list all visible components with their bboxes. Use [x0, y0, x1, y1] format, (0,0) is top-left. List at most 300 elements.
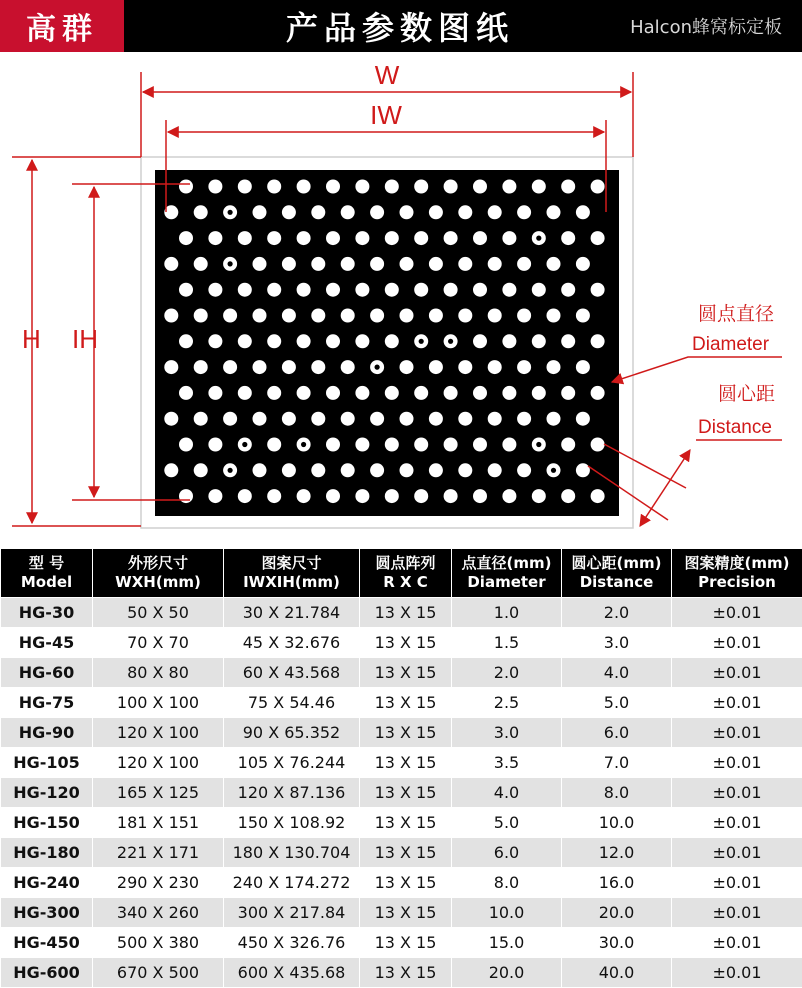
- calibration-dot: [547, 205, 561, 219]
- calibration-dot: [517, 205, 531, 219]
- marker-dot-center: [228, 261, 233, 266]
- spec-cell: 6.0: [562, 718, 672, 748]
- header-bar: [0, 0, 802, 52]
- calibration-dot: [208, 489, 222, 503]
- model-cell: HG-120: [1, 778, 93, 808]
- calibration-dot: [297, 334, 311, 348]
- spec-cell: 13 X 15: [360, 688, 452, 718]
- model-cell: HG-450: [1, 928, 93, 958]
- spec-cell: 3.0: [452, 718, 562, 748]
- spec-cell: 30 X 21.784: [224, 598, 360, 628]
- spec-cell: 40.0: [562, 958, 672, 988]
- calibration-dot: [267, 231, 281, 245]
- calibration-dot: [311, 205, 325, 219]
- calibration-dot: [208, 386, 222, 400]
- marker-dot-center: [228, 468, 233, 473]
- calibration-dot: [502, 386, 516, 400]
- calibration-dot: [355, 489, 369, 503]
- calibration-dot: [561, 283, 575, 297]
- calibration-dot: [591, 231, 605, 245]
- table-row: [1, 838, 802, 868]
- spec-cell: 10.0: [562, 808, 672, 838]
- calibration-dot: [444, 180, 458, 194]
- calibration-dot: [488, 360, 502, 374]
- model-cell: HG-60: [1, 658, 93, 688]
- calibration-dot: [164, 463, 178, 477]
- calibration-dot: [414, 438, 428, 452]
- calibration-dot: [341, 257, 355, 271]
- calibration-dot: [414, 489, 428, 503]
- calibration-dot: [267, 283, 281, 297]
- spec-cell: ±0.01: [672, 808, 802, 838]
- calibration-dot: [414, 231, 428, 245]
- spec-cell: 3.0: [562, 628, 672, 658]
- spec-cell: ±0.01: [672, 658, 802, 688]
- table-row: [1, 868, 802, 898]
- calibration-dot: [488, 309, 502, 323]
- calibration-dot: [502, 231, 516, 245]
- spec-cell: 120 X 87.136: [224, 778, 360, 808]
- calibration-dot: [385, 283, 399, 297]
- distance-label-cn: 圆心距: [718, 384, 776, 405]
- spec-cell: ±0.01: [672, 688, 802, 718]
- calibration-dot: [370, 205, 384, 219]
- calibration-dot: [458, 257, 472, 271]
- calibration-dot: [473, 438, 487, 452]
- calibration-dot: [223, 360, 237, 374]
- spec-cell: 13 X 15: [360, 598, 452, 628]
- calibration-dot: [208, 231, 222, 245]
- calibration-dot: [355, 438, 369, 452]
- calibration-dot: [473, 334, 487, 348]
- calibration-dot: [355, 334, 369, 348]
- diameter-label-en: Diameter: [692, 334, 770, 355]
- marker-dot-center: [301, 442, 306, 447]
- calibration-dot: [164, 309, 178, 323]
- marker-dot-center: [419, 339, 424, 344]
- spec-cell: 13 X 15: [360, 958, 452, 988]
- calibration-dot: [164, 257, 178, 271]
- calibration-dot: [297, 489, 311, 503]
- calibration-dot: [517, 360, 531, 374]
- spec-cell: 45 X 32.676: [224, 628, 360, 658]
- spec-cell: ±0.01: [672, 628, 802, 658]
- model-cell: HG-30: [1, 598, 93, 628]
- spec-cell: 2.0: [562, 598, 672, 628]
- diagram-svg: [0, 52, 802, 550]
- page-subtitle: Halcon蜂窝标定板: [630, 17, 782, 38]
- spec-cell: 8.0: [562, 778, 672, 808]
- spec-cell: 7.0: [562, 748, 672, 778]
- calibration-dot: [355, 283, 369, 297]
- spec-cell: 13 X 15: [360, 748, 452, 778]
- calibration-dot: [517, 463, 531, 477]
- table-row: [1, 928, 802, 958]
- col-header-pattern-size: 图案尺寸 IWXIH(mm): [224, 549, 360, 598]
- spec-cell: ±0.01: [672, 928, 802, 958]
- spec-cell: 80 X 80: [93, 658, 224, 688]
- spec-cell: 13 X 15: [360, 808, 452, 838]
- calibration-dot: [355, 231, 369, 245]
- calibration-dot: [208, 334, 222, 348]
- calibration-dot: [561, 180, 575, 194]
- calibration-board-diagram: [0, 52, 802, 550]
- calibration-dot: [326, 334, 340, 348]
- calibration-dot: [400, 309, 414, 323]
- calibration-dot: [576, 257, 590, 271]
- table-row: [1, 898, 802, 928]
- col-header-model: 型 号 Model: [1, 549, 93, 598]
- calibration-dot: [164, 412, 178, 426]
- spec-cell: 13 X 15: [360, 928, 452, 958]
- calibration-dot: [238, 180, 252, 194]
- spec-cell: 670 X 500: [93, 958, 224, 988]
- calibration-dot: [282, 205, 296, 219]
- calibration-dot: [370, 412, 384, 426]
- calibration-dot: [223, 412, 237, 426]
- spec-cell: 100 X 100: [93, 688, 224, 718]
- spec-cell: 240 X 174.272: [224, 868, 360, 898]
- table-row: [1, 808, 802, 838]
- spec-cell: 340 X 260: [93, 898, 224, 928]
- spec-table: [0, 548, 802, 988]
- calibration-dot: [429, 205, 443, 219]
- brand-logo: 高群: [0, 0, 124, 52]
- calibration-dot: [179, 180, 193, 194]
- col-header-distance: 圆心距(mm) Distance: [562, 549, 672, 598]
- marker-dot-center: [448, 339, 453, 344]
- calibration-dot: [561, 489, 575, 503]
- calibration-dot: [561, 438, 575, 452]
- table-row: [1, 628, 802, 658]
- table-row: [1, 688, 802, 718]
- calibration-dot: [532, 386, 546, 400]
- calibration-dot: [576, 309, 590, 323]
- spec-cell: 90 X 65.352: [224, 718, 360, 748]
- spec-cell: 13 X 15: [360, 838, 452, 868]
- calibration-dot: [370, 463, 384, 477]
- spec-cell: 13 X 15: [360, 658, 452, 688]
- calibration-dot: [326, 489, 340, 503]
- calibration-dot: [282, 412, 296, 426]
- calibration-dot: [341, 309, 355, 323]
- spec-cell: 165 X 125: [93, 778, 224, 808]
- calibration-dot: [444, 283, 458, 297]
- table-row: [1, 718, 802, 748]
- calibration-dot: [591, 334, 605, 348]
- spec-cell: 6.0: [452, 838, 562, 868]
- table-row: [1, 958, 802, 988]
- spec-cell: ±0.01: [672, 838, 802, 868]
- spec-cell: 50 X 50: [93, 598, 224, 628]
- spec-cell: 120 X 100: [93, 748, 224, 778]
- calibration-dot: [429, 257, 443, 271]
- spec-cell: 181 X 151: [93, 808, 224, 838]
- table-row: [1, 748, 802, 778]
- spec-cell: 20.0: [452, 958, 562, 988]
- calibration-dot: [458, 463, 472, 477]
- calibration-dot: [253, 257, 267, 271]
- calibration-dot: [282, 463, 296, 477]
- calibration-dot: [311, 412, 325, 426]
- calibration-dot: [400, 257, 414, 271]
- calibration-dot: [385, 386, 399, 400]
- calibration-dot: [194, 412, 208, 426]
- distance-label-en: Distance: [698, 417, 772, 438]
- calibration-dot: [473, 283, 487, 297]
- calibration-dot: [429, 360, 443, 374]
- calibration-dot: [502, 180, 516, 194]
- spec-cell: ±0.01: [672, 718, 802, 748]
- calibration-dot: [282, 257, 296, 271]
- calibration-dot: [370, 309, 384, 323]
- spec-cell: 4.0: [452, 778, 562, 808]
- calibration-dot: [194, 463, 208, 477]
- iw-label: IW: [370, 100, 402, 130]
- calibration-dot: [576, 360, 590, 374]
- calibration-dot: [311, 463, 325, 477]
- spec-cell: 13 X 15: [360, 898, 452, 928]
- calibration-dot: [547, 412, 561, 426]
- calibration-dot: [576, 463, 590, 477]
- calibration-dot: [194, 360, 208, 374]
- calibration-dot: [488, 205, 502, 219]
- spec-cell: 500 X 380: [93, 928, 224, 958]
- spec-cell: 2.0: [452, 658, 562, 688]
- col-header-precision: 图案精度(mm) Precision: [672, 549, 802, 598]
- marker-dot-center: [536, 442, 541, 447]
- calibration-dot: [208, 180, 222, 194]
- table-row: [1, 778, 802, 808]
- spec-cell: 13 X 15: [360, 718, 452, 748]
- spec-cell: ±0.01: [672, 868, 802, 898]
- spec-cell: 600 X 435.68: [224, 958, 360, 988]
- calibration-dot: [355, 180, 369, 194]
- calibration-dot: [164, 360, 178, 374]
- spec-cell: 1.0: [452, 598, 562, 628]
- spec-cell: 120 X 100: [93, 718, 224, 748]
- calibration-dot: [444, 489, 458, 503]
- calibration-dot: [591, 438, 605, 452]
- calibration-dot: [194, 257, 208, 271]
- calibration-dot: [297, 283, 311, 297]
- calibration-dot: [326, 438, 340, 452]
- calibration-dot: [414, 180, 428, 194]
- calibration-dot: [179, 231, 193, 245]
- calibration-dot: [547, 309, 561, 323]
- calibration-dot: [223, 309, 237, 323]
- spec-cell: 300 X 217.84: [224, 898, 360, 928]
- calibration-dot: [208, 283, 222, 297]
- calibration-dot: [561, 386, 575, 400]
- model-cell: HG-90: [1, 718, 93, 748]
- page-title: 产品参数图纸: [285, 9, 514, 47]
- spec-cell: 105 X 76.244: [224, 748, 360, 778]
- calibration-dot: [444, 386, 458, 400]
- calibration-dot: [311, 257, 325, 271]
- calibration-dot: [591, 283, 605, 297]
- spec-cell: 70 X 70: [93, 628, 224, 658]
- ih-label: IH: [72, 324, 98, 354]
- calibration-dot: [341, 360, 355, 374]
- spec-cell: 13 X 15: [360, 868, 452, 898]
- calibration-dot: [238, 386, 252, 400]
- calibration-dot: [267, 438, 281, 452]
- spec-cell: 4.0: [562, 658, 672, 688]
- calibration-dot: [238, 283, 252, 297]
- spec-cell: 5.0: [452, 808, 562, 838]
- calibration-dot: [355, 386, 369, 400]
- calibration-dot: [341, 412, 355, 426]
- calibration-dot: [488, 257, 502, 271]
- calibration-dot: [194, 309, 208, 323]
- marker-dot-center: [551, 468, 556, 473]
- spec-cell: ±0.01: [672, 598, 802, 628]
- spec-cell: ±0.01: [672, 748, 802, 778]
- calibration-dot: [400, 360, 414, 374]
- calibration-dot: [517, 309, 531, 323]
- model-cell: HG-150: [1, 808, 93, 838]
- spec-cell: 450 X 326.76: [224, 928, 360, 958]
- spec-cell: 30.0: [562, 928, 672, 958]
- spec-cell: 290 X 230: [93, 868, 224, 898]
- spec-cell: 12.0: [562, 838, 672, 868]
- marker-dot-center: [375, 365, 380, 370]
- calibration-dot: [282, 309, 296, 323]
- calibration-dot: [385, 231, 399, 245]
- calibration-dot: [253, 360, 267, 374]
- calibration-dot: [488, 412, 502, 426]
- calibration-dot: [517, 412, 531, 426]
- calibration-dot: [561, 231, 575, 245]
- spec-cell: 20.0: [562, 898, 672, 928]
- calibration-dot: [473, 386, 487, 400]
- calibration-dot: [179, 334, 193, 348]
- calibration-dot: [414, 283, 428, 297]
- marker-dot-center: [242, 442, 247, 447]
- calibration-dot: [311, 309, 325, 323]
- calibration-dot: [502, 334, 516, 348]
- marker-dot-center: [536, 236, 541, 241]
- calibration-dot: [532, 283, 546, 297]
- model-cell: HG-45: [1, 628, 93, 658]
- calibration-dot: [297, 180, 311, 194]
- calibration-dot: [561, 334, 575, 348]
- calibration-dot: [385, 180, 399, 194]
- calibration-dot: [532, 334, 546, 348]
- model-cell: HG-105: [1, 748, 93, 778]
- calibration-dot: [297, 231, 311, 245]
- col-header-diameter: 点直径(mm) Diameter: [452, 549, 562, 598]
- spec-cell: 13 X 15: [360, 628, 452, 658]
- calibration-dot: [282, 360, 296, 374]
- calibration-dot: [385, 489, 399, 503]
- model-cell: HG-600: [1, 958, 93, 988]
- spec-cell: 3.5: [452, 748, 562, 778]
- calibration-dot: [444, 231, 458, 245]
- diameter-label-cn: 圆点直径: [698, 304, 775, 325]
- calibration-dot: [473, 180, 487, 194]
- calibration-dot: [208, 438, 222, 452]
- calibration-dot: [267, 386, 281, 400]
- calibration-dot: [385, 438, 399, 452]
- calibration-dot: [414, 386, 428, 400]
- spec-cell: ±0.01: [672, 958, 802, 988]
- calibration-dot: [502, 283, 516, 297]
- spec-cell: ±0.01: [672, 778, 802, 808]
- calibration-dot: [591, 489, 605, 503]
- spec-cell: 2.5: [452, 688, 562, 718]
- w-label: W: [374, 60, 400, 90]
- calibration-dot: [458, 360, 472, 374]
- calibration-dot: [591, 180, 605, 194]
- calibration-dot: [238, 334, 252, 348]
- calibration-dot: [576, 205, 590, 219]
- calibration-dot: [326, 386, 340, 400]
- calibration-dot: [326, 180, 340, 194]
- spec-cell: 180 X 130.704: [224, 838, 360, 868]
- calibration-dot: [532, 180, 546, 194]
- calibration-dot: [429, 463, 443, 477]
- col-header-outer-size: 外形尺寸 WXH(mm): [93, 549, 224, 598]
- distance-dimension-line: [640, 450, 690, 526]
- calibration-dot: [473, 231, 487, 245]
- table-body: [1, 598, 802, 988]
- diameter-leader-line: [612, 357, 782, 382]
- spec-cell: 60 X 43.568: [224, 658, 360, 688]
- calibration-dot: [341, 205, 355, 219]
- calibration-dot: [179, 283, 193, 297]
- calibration-dot: [444, 438, 458, 452]
- calibration-dot: [473, 489, 487, 503]
- spec-cell: 16.0: [562, 868, 672, 898]
- spec-cell: 5.0: [562, 688, 672, 718]
- calibration-dot: [267, 334, 281, 348]
- table-row: [1, 658, 802, 688]
- calibration-dot: [429, 412, 443, 426]
- calibration-dot: [253, 205, 267, 219]
- calibration-dot: [179, 438, 193, 452]
- spec-cell: 150 X 108.92: [224, 808, 360, 838]
- calibration-dot: [194, 205, 208, 219]
- calibration-dot: [576, 412, 590, 426]
- spec-cell: 75 X 54.46: [224, 688, 360, 718]
- spec-cell: 221 X 171: [93, 838, 224, 868]
- calibration-dot: [488, 463, 502, 477]
- marker-dot-center: [228, 210, 233, 215]
- calibration-dot: [400, 205, 414, 219]
- calibration-dot: [179, 489, 193, 503]
- calibration-dot: [532, 489, 546, 503]
- calibration-dot: [458, 205, 472, 219]
- spec-cell: ±0.01: [672, 898, 802, 928]
- calibration-dot: [253, 309, 267, 323]
- calibration-dot: [429, 309, 443, 323]
- calibration-dot: [458, 412, 472, 426]
- calibration-dot: [179, 386, 193, 400]
- spec-cell: 10.0: [452, 898, 562, 928]
- calibration-dot: [267, 489, 281, 503]
- spec-cell: 15.0: [452, 928, 562, 958]
- h-label: H: [22, 324, 41, 354]
- calibration-dot: [458, 309, 472, 323]
- table-row: [1, 598, 802, 628]
- spec-cell: 1.5: [452, 628, 562, 658]
- calibration-dot: [591, 386, 605, 400]
- calibration-dot: [267, 180, 281, 194]
- calibration-dot: [370, 257, 384, 271]
- calibration-dot: [253, 412, 267, 426]
